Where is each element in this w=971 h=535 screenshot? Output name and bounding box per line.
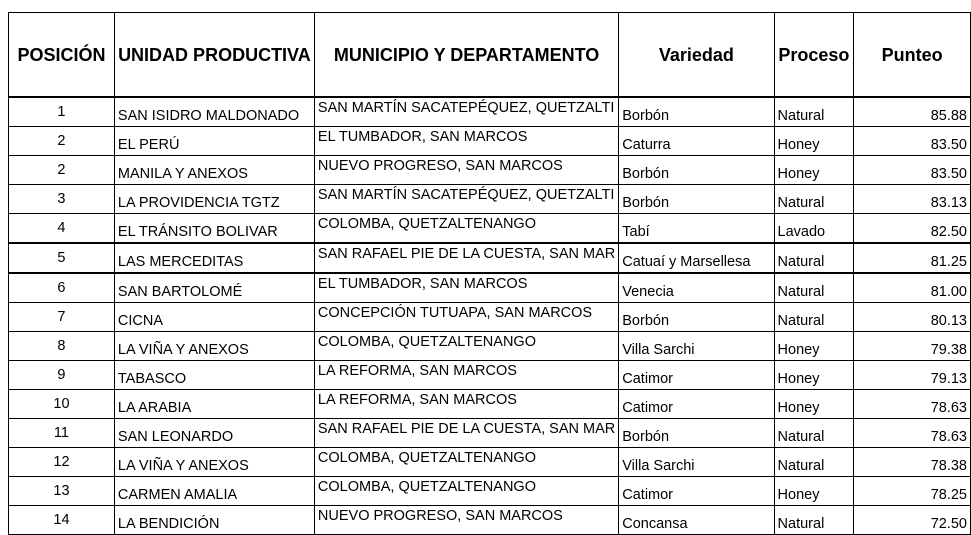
cell-punteo: 79.13 (854, 361, 971, 390)
cell-municipio: EL TUMBADOR, SAN MARCOS (314, 273, 618, 303)
cell-punteo: 79.38 (854, 332, 971, 361)
cell-posicion: 6 (9, 273, 115, 303)
header-municipio-departamento: MUNICIPIO Y DEPARTAMENTO (314, 13, 618, 98)
cell-posicion: 10 (9, 390, 115, 419)
table-row (9, 506, 971, 535)
cell-variedad: Catimor (619, 477, 774, 506)
cell-posicion: 4 (9, 214, 115, 244)
table-row (9, 361, 971, 390)
cell-variedad: Villa Sarchi (619, 332, 774, 361)
cell-variedad: Catimor (619, 390, 774, 419)
results-table (8, 12, 971, 535)
cell-posicion: 7 (9, 303, 115, 332)
cell-punteo: 80.13 (854, 303, 971, 332)
cell-punteo: 78.25 (854, 477, 971, 506)
cell-unidad-productiva: LAS MERCEDITAS (114, 243, 314, 273)
table-row (9, 243, 971, 273)
cell-posicion: 12 (9, 448, 115, 477)
cell-municipio: COLOMBA, QUETZALTENANGO (314, 332, 618, 361)
results-table-wrapper (8, 12, 971, 535)
table-row (9, 419, 971, 448)
cell-unidad-productiva: LA BENDICIÓN (114, 506, 314, 535)
cell-punteo: 81.25 (854, 243, 971, 273)
header-punteo: Punteo (854, 13, 971, 98)
table-row (9, 477, 971, 506)
cell-proceso: Natural (774, 243, 854, 273)
cell-unidad-productiva: CARMEN AMALIA (114, 477, 314, 506)
cell-unidad-productiva: SAN LEONARDO (114, 419, 314, 448)
cell-posicion: 5 (9, 243, 115, 273)
cell-punteo: 83.50 (854, 156, 971, 185)
cell-proceso: Lavado (774, 214, 854, 244)
cell-posicion: 8 (9, 332, 115, 361)
cell-proceso: Natural (774, 506, 854, 535)
cell-municipio: SAN MARTÍN SACATEPÉQUEZ, QUETZALTI (314, 97, 618, 127)
cell-proceso: Natural (774, 419, 854, 448)
cell-municipio: EL TUMBADOR, SAN MARCOS (314, 127, 618, 156)
cell-variedad: Villa Sarchi (619, 448, 774, 477)
header-variedad: Variedad (619, 13, 774, 98)
cell-proceso: Natural (774, 448, 854, 477)
cell-posicion: 9 (9, 361, 115, 390)
cell-proceso: Honey (774, 332, 854, 361)
cell-municipio: COLOMBA, QUETZALTENANGO (314, 214, 618, 244)
cell-variedad: Borbón (619, 185, 774, 214)
cell-variedad: Catimor (619, 361, 774, 390)
cell-municipio: CONCEPCIÓN TUTUAPA, SAN MARCOS (314, 303, 618, 332)
cell-municipio: COLOMBA, QUETZALTENANGO (314, 448, 618, 477)
cell-posicion: 11 (9, 419, 115, 448)
cell-punteo: 78.63 (854, 419, 971, 448)
cell-unidad-productiva: SAN ISIDRO MALDONADO (114, 97, 314, 127)
table-row (9, 97, 971, 127)
cell-proceso: Honey (774, 156, 854, 185)
cell-variedad: Venecia (619, 273, 774, 303)
cell-unidad-productiva: LA ARABIA (114, 390, 314, 419)
header-unidad-productiva: UNIDAD PRODUCTIVA (114, 13, 314, 98)
cell-unidad-productiva: TABASCO (114, 361, 314, 390)
cell-posicion: 2 (9, 156, 115, 185)
table-row (9, 214, 971, 244)
cell-unidad-productiva: EL PERÚ (114, 127, 314, 156)
cell-posicion: 14 (9, 506, 115, 535)
cell-municipio: LA REFORMA, SAN MARCOS (314, 390, 618, 419)
cell-variedad: Concansa (619, 506, 774, 535)
cell-variedad: Caturra (619, 127, 774, 156)
cell-municipio: NUEVO PROGRESO, SAN MARCOS (314, 506, 618, 535)
cell-punteo: 83.13 (854, 185, 971, 214)
table-row (9, 273, 971, 303)
table-row (9, 303, 971, 332)
table-row (9, 332, 971, 361)
cell-variedad: Borbón (619, 156, 774, 185)
header-proceso: Proceso (774, 13, 854, 98)
cell-proceso: Natural (774, 273, 854, 303)
cell-municipio: NUEVO PROGRESO, SAN MARCOS (314, 156, 618, 185)
cell-variedad: Catuaí y Marsellesa (619, 243, 774, 273)
cell-proceso: Honey (774, 127, 854, 156)
cell-unidad-productiva: LA VIÑA Y ANEXOS (114, 448, 314, 477)
cell-proceso: Natural (774, 303, 854, 332)
cell-punteo: 81.00 (854, 273, 971, 303)
cell-proceso: Natural (774, 185, 854, 214)
header-row (9, 13, 971, 98)
cell-municipio: SAN RAFAEL PIE DE LA CUESTA, SAN MAR (314, 243, 618, 273)
cell-punteo: 83.50 (854, 127, 971, 156)
cell-posicion: 2 (9, 127, 115, 156)
table-row (9, 156, 971, 185)
cell-unidad-productiva: LA PROVIDENCIA TGTZ (114, 185, 314, 214)
table-row (9, 127, 971, 156)
cell-variedad: Borbón (619, 419, 774, 448)
cell-unidad-productiva: EL TRÁNSITO BOLIVAR (114, 214, 314, 244)
cell-proceso: Honey (774, 390, 854, 419)
cell-punteo: 82.50 (854, 214, 971, 244)
cell-posicion: 3 (9, 185, 115, 214)
header-posicion: POSICIÓN (9, 13, 115, 98)
table-row (9, 390, 971, 419)
cell-proceso: Natural (774, 97, 854, 127)
cell-municipio: SAN RAFAEL PIE DE LA CUESTA, SAN MAR (314, 419, 618, 448)
cell-unidad-productiva: CICNA (114, 303, 314, 332)
table-row (9, 185, 971, 214)
cell-punteo: 85.88 (854, 97, 971, 127)
cell-unidad-productiva: MANILA Y ANEXOS (114, 156, 314, 185)
cell-unidad-productiva: LA VIÑA Y ANEXOS (114, 332, 314, 361)
cell-posicion: 1 (9, 97, 115, 127)
table-body (9, 97, 971, 535)
cell-municipio: SAN MARTÍN SACATEPÉQUEZ, QUETZALTI (314, 185, 618, 214)
cell-punteo: 78.38 (854, 448, 971, 477)
cell-proceso: Honey (774, 477, 854, 506)
cell-variedad: Tabí (619, 214, 774, 244)
cell-punteo: 72.50 (854, 506, 971, 535)
cell-variedad: Borbón (619, 97, 774, 127)
cell-municipio: COLOMBA, QUETZALTENANGO (314, 477, 618, 506)
cell-variedad: Borbón (619, 303, 774, 332)
cell-municipio: LA REFORMA, SAN MARCOS (314, 361, 618, 390)
cell-posicion: 13 (9, 477, 115, 506)
cell-punteo: 78.63 (854, 390, 971, 419)
cell-unidad-productiva: SAN BARTOLOMÉ (114, 273, 314, 303)
cell-proceso: Honey (774, 361, 854, 390)
table-row (9, 448, 971, 477)
